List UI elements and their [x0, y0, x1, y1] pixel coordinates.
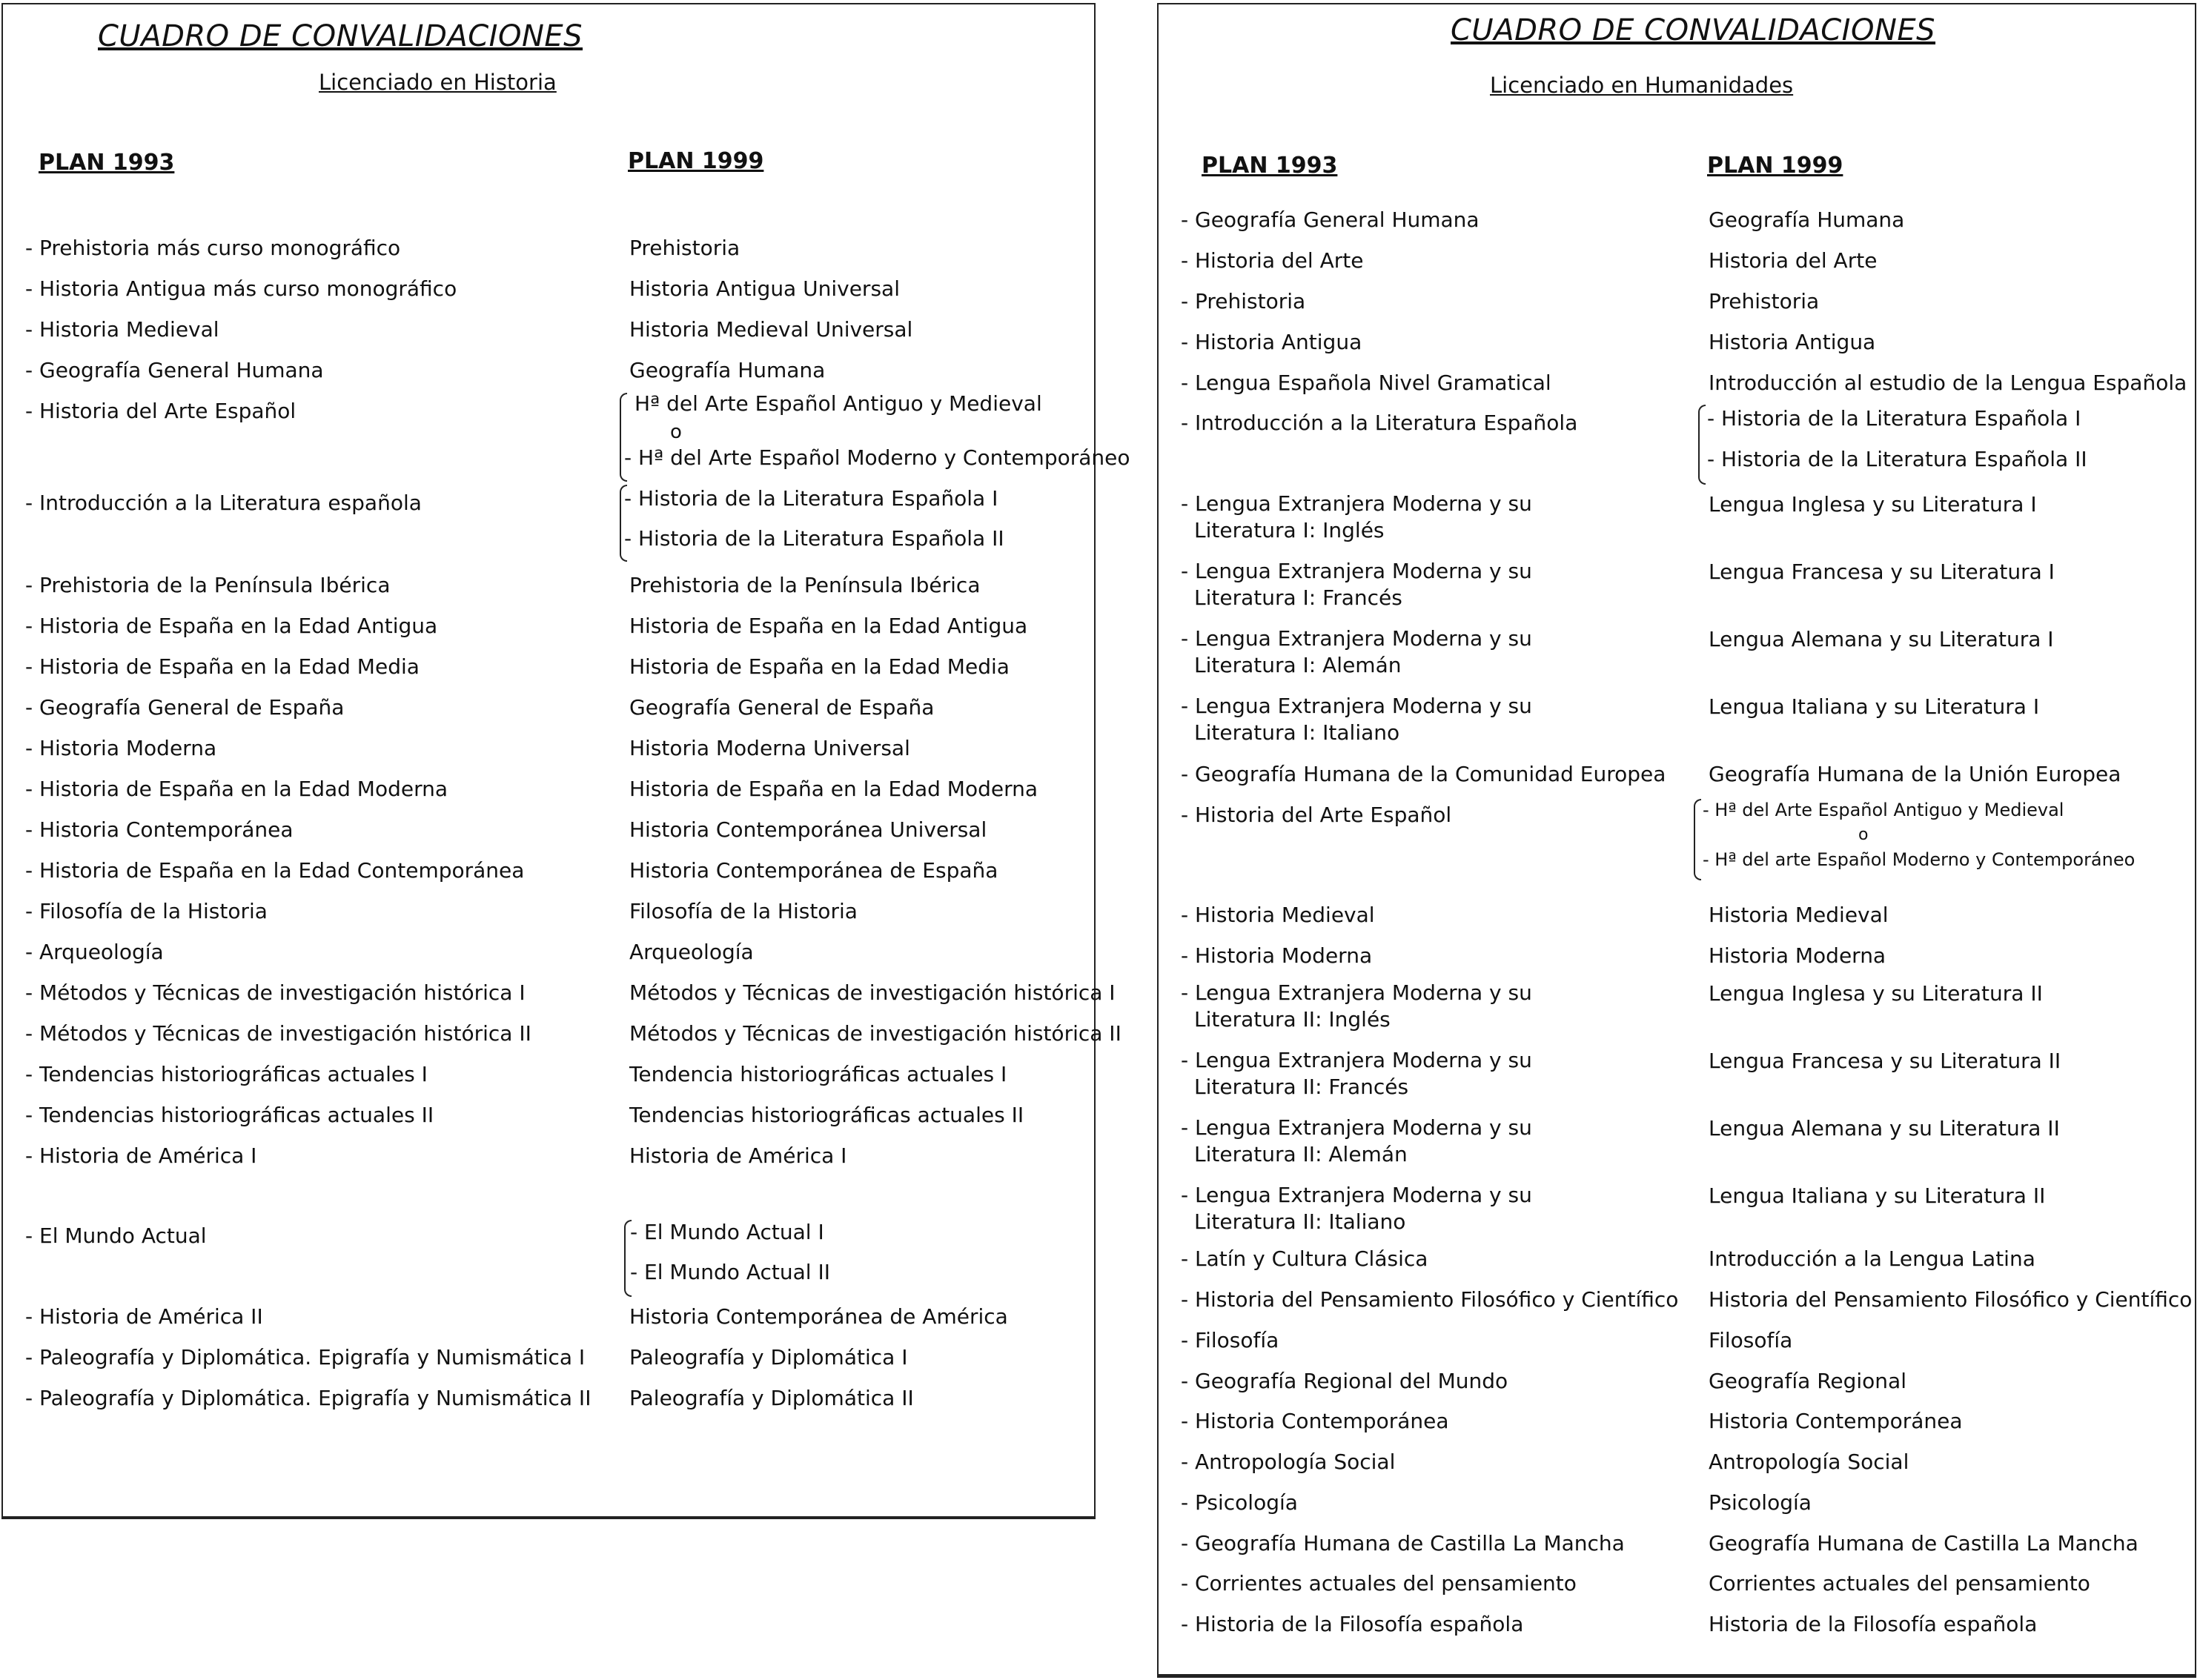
plan-1993-subject: - Lengua Extranjera Moderna y su Literatura II: Italiano: [1181, 1183, 1532, 1234]
plan-1999-subject: Historia Contemporánea Universal: [629, 817, 987, 842]
plan-1993-subject: - Métodos y Técnicas de investigación histórica I: [25, 980, 526, 1005]
curly-brace: [1694, 799, 1701, 880]
plan-1993-subject: - El Mundo Actual: [25, 1224, 207, 1248]
plan-1999-subject: Geografía Humana de Castilla La Mancha: [1709, 1531, 2138, 1556]
plan-1993-subject: - Tendencias historiográficas actuales II: [25, 1103, 434, 1127]
option-mundo-actual-1: - El Mundo Actual I: [630, 1220, 824, 1244]
table-row: [1159, 369, 2195, 399]
plan-1993-subject: - Antropología Social: [1181, 1450, 1396, 1474]
plan-1993-subject: - Historia del Arte: [1181, 248, 1364, 273]
table-row: [3, 938, 1094, 968]
plan-1999-subject: Lengua Francesa y su Literatura I: [1709, 560, 2055, 584]
table-row: [3, 694, 1094, 723]
plan-1993-subject: - Historia de América I: [25, 1143, 257, 1168]
plan-1999-subject: Paleografía y Diplomática II: [629, 1386, 914, 1410]
curly-brace: [1698, 405, 1706, 485]
table-row: [3, 1344, 1094, 1373]
plan-1993-subject: - Historia de España en la Edad Antigua: [25, 614, 438, 638]
plan-1999-subject: Geografía Humana: [629, 358, 826, 382]
table-row: [1159, 760, 2195, 790]
table-row: [1159, 247, 2195, 276]
plan-1993-subject: - Historia Antigua: [1181, 330, 1362, 354]
plan-1999-subject: Prehistoria de la Península Ibérica: [629, 573, 981, 597]
table-row: [1159, 1115, 2195, 1166]
table-row: [1159, 1327, 2195, 1356]
plan-1993-subject: - Historia Antigua más curso monográfico: [25, 276, 457, 301]
table-row: [1159, 558, 2195, 610]
plan-1999-subject: Geografía Regional: [1709, 1369, 1906, 1393]
plan-1993-subject: - Historia Medieval: [25, 317, 219, 342]
plan-1993-subject: - Geografía Humana de Castilla La Mancha: [1181, 1531, 1625, 1556]
table-row: [3, 775, 1094, 805]
option-separator-o: o: [670, 421, 682, 443]
plan-1999-subject: Geografía Humana de la Unión Europea: [1709, 762, 2121, 786]
plan-1993-subject: - Lengua Extranjera Moderna y su Literatura I: Inglés: [1181, 491, 1532, 542]
plan-1993-subject: - Historia Contemporánea: [1181, 1409, 1449, 1433]
plan-1999-subject: Métodos y Técnicas de investigación histórica I: [629, 980, 1116, 1005]
plan-1993-subject: - Métodos y Técnicas de investigación histórica II: [25, 1021, 531, 1046]
plan-1999-subject: Historia Contemporánea: [1709, 1409, 1963, 1433]
option-literatura-2: - Historia de la Literatura Española II: [624, 526, 1004, 551]
plan-1993-subject: - Historia Moderna: [25, 736, 217, 760]
plan-1999-subject: Historia del Arte: [1709, 248, 1878, 273]
plan-1993-subject: - Historia de España en la Edad Contemporánea: [25, 858, 525, 883]
option-arte-moderno: - Hª del arte Español Moderno y Contemporáneo: [1703, 849, 2136, 870]
plan-1993-subject: - Historia del Pensamiento Filosófico y Científico: [1181, 1287, 1679, 1312]
table-row: [1159, 491, 2195, 542]
option-literatura-1: - Historia de la Literatura Española I: [624, 486, 998, 511]
plan-1993-subject: - Prehistoria más curso monográfico: [25, 236, 401, 260]
plan-1999-subject: Prehistoria: [1709, 289, 1820, 313]
plan-1999-subject: Filosofía: [1709, 1328, 1793, 1352]
plan-1999-subject: Corrientes actuales del pensamiento: [1709, 1571, 2090, 1596]
plan-1999-subject: Introducción al estudio de la Lengua Española: [1709, 371, 2187, 395]
plan-1993-subject: - Lengua Extranjera Moderna y su Literatura II: Alemán: [1181, 1115, 1532, 1166]
plan-1993-subject: - Latín y Cultura Clásica: [1181, 1246, 1428, 1271]
plan-1999-subject: Lengua Inglesa y su Literatura II: [1709, 981, 2043, 1006]
plan-1993-subject: - Introducción a la Literatura española: [25, 491, 422, 515]
table-row: [1159, 1489, 2195, 1518]
plan-1999-subject: Historia de España en la Edad Media: [629, 654, 1010, 679]
plan-1993-subject: - Geografía General Humana: [25, 358, 324, 382]
plan-1999-heading: PLAN 1999: [628, 148, 764, 174]
plan-1999-subject: Geografía Humana: [1709, 207, 1905, 232]
table-row: [3, 1020, 1121, 1049]
plan-1993-subject: - Lengua Extranjera Moderna y su Literatura I: Italiano: [1181, 694, 1532, 745]
plan-1993-subject: - Historia de América II: [25, 1304, 263, 1329]
plan-1999-subject: Lengua Inglesa y su Literatura I: [1709, 492, 2037, 517]
plan-1999-subject: Psicología: [1709, 1490, 1812, 1515]
table-row: [3, 1142, 1094, 1172]
table-row: [1159, 1367, 2195, 1397]
plan-1999-subject: Lengua Francesa y su Literatura II: [1709, 1049, 2061, 1073]
left-page: [1, 3, 1130, 1519]
plan-1999-subject: Historia Antigua Universal: [629, 276, 900, 301]
plan-1999-heading: PLAN 1999: [1707, 153, 1843, 179]
plan-1993-subject: - Historia del Arte Español: [1181, 803, 1452, 827]
plan-1999-subject: Historia de España en la Edad Antigua: [629, 614, 1028, 638]
table-row: [3, 275, 1094, 305]
table-row: [3, 1222, 1094, 1252]
plan-1999-subject: Paleografía y Diplomática I: [629, 1345, 908, 1369]
table-row: [1159, 1448, 2195, 1478]
plan-1993-subject: - Lengua Española Nivel Gramatical: [1181, 371, 1551, 395]
table-row: [3, 1101, 1094, 1131]
degree-subtitle: Licenciado en Historia: [319, 70, 557, 95]
plan-1993-subject: - Historia del Arte Español: [25, 399, 296, 423]
plan-1999-subject: Historia Contemporánea de España: [629, 858, 998, 883]
table-row: [1159, 1047, 2195, 1099]
table-row: [1159, 980, 2195, 1032]
option-arte-antiguo: Hª del Arte Español Antiguo y Medieval: [635, 391, 1042, 416]
table-row: [1159, 1610, 2195, 1640]
table-row: [3, 1384, 1094, 1414]
option-literatura-2: - Historia de la Literatura Española II: [1707, 447, 2087, 471]
plan-1999-subject: Historia de la Filosofía española: [1709, 1612, 2038, 1636]
option-arte-antiguo: - Hª del Arte Español Antiguo y Medieval: [1703, 800, 2064, 820]
plan-1993-subject: - Introducción a la Literatura Española: [1181, 411, 1578, 435]
plan-1999-subject: Historia Medieval Universal: [629, 317, 913, 342]
plan-1993-subject: - Psicología: [1181, 1490, 1298, 1515]
table-row: [1159, 288, 2195, 317]
option-mundo-actual-2: - El Mundo Actual II: [630, 1260, 830, 1284]
plan-1999-subject: Historia Medieval: [1709, 903, 1889, 927]
table-row: [1159, 1286, 2195, 1315]
plan-1993-subject: - Lengua Extranjera Moderna y su Literatura I: Francés: [1181, 559, 1532, 610]
table-row: [3, 316, 1094, 345]
table-row: [3, 857, 1094, 886]
plan-1999-subject: Arqueología: [629, 940, 754, 964]
table-row: [3, 653, 1094, 683]
plan-1999-subject: Tendencia historiográficas actuales I: [629, 1062, 1007, 1086]
plan-1993-subject: - Historia Moderna: [1181, 943, 1373, 968]
plan-1993-heading: PLAN 1993: [1202, 153, 1338, 179]
plan-1993-subject: - Historia de España en la Edad Media: [25, 654, 420, 679]
plan-1999-subject: Historia Moderna Universal: [629, 736, 910, 760]
plan-1999-subject: Tendencias historiográficas actuales II: [629, 1103, 1024, 1127]
table-row: [3, 897, 1094, 927]
plan-1999-subject: Historia Antigua: [1709, 330, 1876, 354]
table-row: [1159, 1570, 2195, 1599]
plan-1993-subject: - Filosofía de la Historia: [25, 899, 268, 923]
plan-1993-subject: - Arqueología: [25, 940, 164, 964]
option-literatura-1: - Historia de la Literatura Española I: [1707, 406, 2081, 431]
plan-1993-subject: - Lengua Extranjera Moderna y su Literatura II: Inglés: [1181, 980, 1532, 1032]
plan-1993-subject: - Lengua Extranjera Moderna y su Literatura II: Francés: [1181, 1048, 1532, 1099]
plan-1993-subject: - Historia de España en la Edad Moderna: [25, 777, 448, 801]
plan-1999-subject: Lengua Italiana y su Literatura II: [1709, 1183, 2046, 1208]
plan-1993-subject: - Paleografía y Diplomática. Epigrafía y Numismática II: [25, 1386, 592, 1410]
table-row: [3, 1303, 1094, 1332]
page-title: CUADRO DE CONVALIDACIONES: [98, 19, 583, 53]
plan-1999-subject: Historia Moderna: [1709, 943, 1886, 968]
plan-1999-subject: Lengua Alemana y su Literatura I: [1709, 627, 2054, 651]
table-row: [1159, 1182, 2195, 1234]
plan-1993-subject: - Geografía Humana de la Comunidad Europea: [1181, 762, 1666, 786]
table-row: [3, 816, 1094, 846]
page-title: CUADRO DE CONVALIDACIONES: [1451, 13, 1936, 47]
plan-1999-subject: Filosofía de la Historia: [629, 899, 858, 923]
plan-1999-subject: Geografía General de España: [629, 695, 935, 720]
plan-1999-subject: Antropología Social: [1709, 1450, 1909, 1474]
plan-1993-subject: - Paleografía y Diplomática. Epigrafía y Numismática I: [25, 1345, 586, 1369]
table-row: [1159, 625, 2195, 677]
plan-1999-subject: Historia de América I: [629, 1143, 847, 1168]
degree-subtitle: Licenciado en Humanidades: [1490, 73, 1794, 98]
table-row: [1159, 328, 2195, 358]
plan-1999-subject: Historia de España en la Edad Moderna: [629, 777, 1038, 801]
plan-1999-subject: Historia del Pensamiento Filosófico y Científico: [1709, 1287, 2193, 1312]
plan-1999-subject: Lengua Alemana y su Literatura II: [1709, 1116, 2060, 1141]
plan-1999-subject: Prehistoria: [629, 236, 740, 260]
table-row: [1159, 1245, 2195, 1275]
plan-1993-subject: - Lengua Extranjera Moderna y su Literatura I: Alemán: [1181, 626, 1532, 677]
plan-1993-subject: - Corrientes actuales del pensamiento: [1181, 1571, 1577, 1596]
plan-1993-subject: - Filosofía: [1181, 1328, 1279, 1352]
table-row: [3, 734, 1094, 764]
table-row: [1159, 901, 2195, 931]
plan-1993-subject: - Tendencias historiográficas actuales I: [25, 1062, 428, 1086]
table-row: [3, 979, 1116, 1009]
table-row: [3, 571, 1094, 601]
table-row: [3, 356, 1094, 386]
plan-1993-subject: - Prehistoria: [1181, 289, 1306, 313]
plan-1993-subject: - Prehistoria de la Península Ibérica: [25, 573, 391, 597]
table-row: [1159, 206, 2195, 236]
plan-1993-subject: - Historia de la Filosofía española: [1181, 1612, 1524, 1636]
plan-1993-subject: - Historia Medieval: [1181, 903, 1375, 927]
plan-1999-subject: Historia Contemporánea de América: [629, 1304, 1008, 1329]
right-page: [1157, 3, 2196, 1678]
plan-1993-subject: - Geografía Regional del Mundo: [1181, 1369, 1508, 1393]
table-row: [3, 1060, 1094, 1090]
table-row: [3, 234, 1094, 264]
option-separator-o: o: [1858, 826, 1869, 844]
table-row: [1159, 693, 2195, 745]
plan-1993-subject: - Geografía General de España: [25, 695, 345, 720]
plan-1999-subject: Introducción a la Lengua Latina: [1709, 1246, 2035, 1271]
table-row: [1159, 942, 2195, 972]
table-row: [1159, 1530, 2195, 1559]
plan-1993-subject: - Geografía General Humana: [1181, 207, 1480, 232]
plan-1993-subject: - Historia Contemporánea: [25, 817, 294, 842]
plan-1999-subject: Lengua Italiana y su Literatura I: [1709, 694, 2040, 719]
plan-1999-subject: Métodos y Técnicas de investigación histórica II: [629, 1021, 1121, 1046]
table-row: [3, 612, 1094, 642]
option-arte-moderno: - Hª del Arte Español Moderno y Contemporáneo: [624, 445, 1130, 470]
table-row: [1159, 1407, 2195, 1437]
plan-1993-heading: PLAN 1993: [39, 150, 175, 176]
